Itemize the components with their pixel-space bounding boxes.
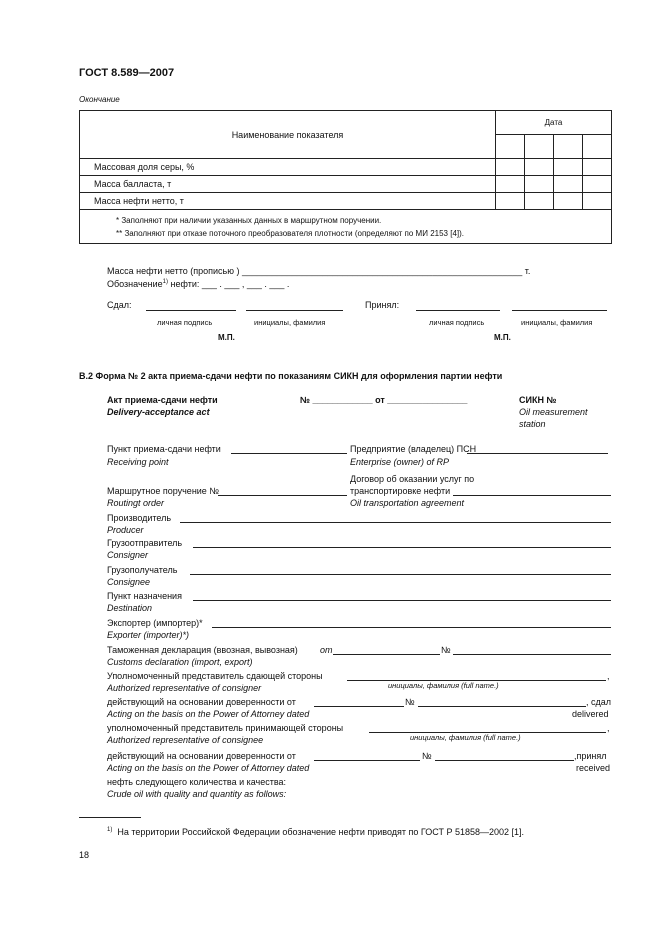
page-number: 18 (79, 850, 90, 860)
routing-order-en: Routingt order (107, 498, 165, 508)
comma: , (607, 723, 610, 733)
exporter-en: Exporter (importer)*) (107, 630, 190, 640)
signature-caption: личная подпись (429, 318, 485, 327)
attorney-date-field-2 (314, 760, 420, 761)
row-label: Масса балласта, т (80, 176, 496, 193)
note-2: ** Заполняют при отказе поточного преобразователя плотности (определяют по МИ 2153 [4]). (116, 229, 464, 238)
destination-en: Destination (107, 603, 153, 613)
routing-order-label: Маршрутное поручение № (107, 486, 219, 496)
stamp-label: М.П. (218, 333, 235, 342)
accepted-initials-line (512, 310, 607, 311)
consignor-field (193, 547, 611, 548)
received-text: received (576, 763, 611, 773)
routing-order-field (218, 495, 347, 496)
exporter-label: Экспортер (импортер)* (107, 618, 203, 628)
consignee-field (190, 574, 611, 575)
receiving-point-label: Пункт приема-сдачи нефти (107, 444, 221, 454)
power-of-attorney-en-2: Acting on the basis on the Power of Attorney dated (107, 763, 310, 773)
power-of-attorney-en: Acting on the basis on the Power of Attorney dated (107, 709, 310, 719)
sikn-en-1: Oil measurement (519, 407, 588, 417)
footnote (107, 827, 524, 837)
exporter-field (212, 627, 611, 628)
handed-signature-line (146, 310, 236, 311)
table-row (80, 193, 612, 210)
customs-label: Таможенная декларация (ввозная, вывозная) (107, 645, 298, 655)
initials-caption: инициалы, фамилия (254, 318, 326, 327)
contract-label-1: Договор об оказании услуг по (350, 474, 475, 484)
customs-number-sign: № (441, 645, 451, 655)
handed-initials-line (246, 310, 343, 311)
producer-en: Producer (107, 525, 144, 535)
date-cell (583, 135, 612, 159)
designation-footnote-mark: 1) (162, 279, 169, 285)
designation-code: нефти: ___ . ___ , ___ . ___ . (168, 279, 290, 289)
table-notes (80, 210, 612, 244)
designation-label: Обозначение (107, 279, 163, 289)
footnote-separator (79, 817, 141, 818)
attorney-date-field (314, 706, 404, 707)
name-hint: инициалы, фамилия (full name.) (410, 733, 521, 742)
delivered-text: delivered (572, 709, 609, 719)
handed-label: Сдал: (107, 300, 132, 310)
date-cell (525, 135, 554, 159)
sikn-label: СИКН № (519, 395, 557, 405)
contract-en: Oil transportation agreement (350, 498, 465, 508)
customs-en: Customs declaration (import, export) (107, 657, 253, 667)
indicator-name-header: Наименование показателя (80, 111, 496, 159)
table-row (80, 159, 612, 176)
producer-label: Производитель (107, 513, 172, 523)
destination-label: Пункт назначения (107, 591, 182, 601)
consignor-label: Грузоотправитель (107, 538, 183, 548)
act-title-en: Delivery-acceptance act (107, 407, 210, 417)
row-label: Массовая доля серы, % (80, 159, 496, 176)
attorney-number-sign-2: № (422, 751, 432, 761)
customs-date-field (333, 654, 440, 655)
initials-caption: инициалы, фамилия (521, 318, 593, 327)
consignor-en: Consigner (107, 550, 149, 560)
accepted-signature-line (416, 310, 500, 311)
destination-field (193, 600, 611, 601)
net-mass-words: Масса нефти нетто (прописью ) ________________________________________________________ т. (107, 266, 531, 276)
table-row (80, 176, 612, 193)
sikn-en-2: station (519, 419, 546, 429)
oil-designation (107, 279, 289, 289)
section-title: В.2 Форма № 2 акта приема-сдачи нефти по показаниям СИКН для оформления партии нефти (79, 371, 503, 381)
rep-consignee-en: Authorized representative of consignee (107, 735, 264, 745)
document-code: ГОСТ 8.589—2007 (79, 67, 175, 79)
enterprise-en: Enterprise (owner) of RP (350, 457, 450, 467)
continuation-label: Окончание (79, 95, 120, 104)
power-of-attorney-label-2: действующий на основании доверенности от (107, 751, 296, 761)
received-text-ru: ,принял (574, 751, 607, 761)
comma: , (607, 671, 610, 681)
handed-text: , сдал (586, 697, 612, 707)
stamp-label: М.П. (494, 333, 511, 342)
date-header: Дата (496, 111, 612, 135)
contract-field (453, 495, 611, 496)
contract-label-2: транспортировке нефти (350, 486, 451, 496)
accepted-label: Принял: (365, 300, 400, 310)
name-hint: инициалы, фамилия (full name.) (388, 681, 499, 690)
attorney-number-sign: № (405, 697, 415, 707)
rep-consignee-label: уполномоченный представитель принимающей стороны (107, 723, 344, 733)
date-cell (496, 135, 525, 159)
producer-field (180, 522, 611, 523)
power-of-attorney-label: действующий на основании доверенности от (107, 697, 296, 707)
rep-consigner-en: Authorized representative of consigner (107, 683, 262, 693)
indicator-table (79, 110, 612, 244)
consignee-label: Грузополучатель (107, 565, 178, 575)
date-cell (554, 135, 583, 159)
act-title: Акт приема-сдачи нефти (107, 395, 218, 405)
row-label: Масса нефти нетто, т (80, 193, 496, 210)
attorney-number-field-2 (435, 760, 574, 761)
footnote-text: На территории Российской Федерации обозначение нефти приводят по ГОСТ Р 51858—2002 [1]. (117, 827, 525, 837)
enterprise-field (467, 453, 608, 454)
footnote-mark: 1) (107, 827, 113, 833)
quantity-label: нефть следующего количества и качества: (107, 777, 287, 787)
quantity-en: Crude oil with quality and quantity as follows: (107, 789, 287, 799)
note-1: * Заполняют при наличии указанных данных в маршрутном поручении. (116, 216, 382, 225)
customs-number-field (453, 654, 611, 655)
receiving-point-field (231, 453, 347, 454)
act-number: № ____________ от ________________ (300, 395, 468, 405)
signature-caption: личная подпись (157, 318, 213, 327)
attorney-number-field (418, 706, 586, 707)
enterprise-label: Предприятие (владелец) ПСН (350, 444, 477, 454)
customs-from: от (320, 645, 333, 655)
receiving-point-en: Receiving point (107, 457, 169, 467)
rep-consigner-label: Уполномоченный представитель сдающей стороны (107, 671, 323, 681)
consignee-en: Consignee (107, 577, 151, 587)
